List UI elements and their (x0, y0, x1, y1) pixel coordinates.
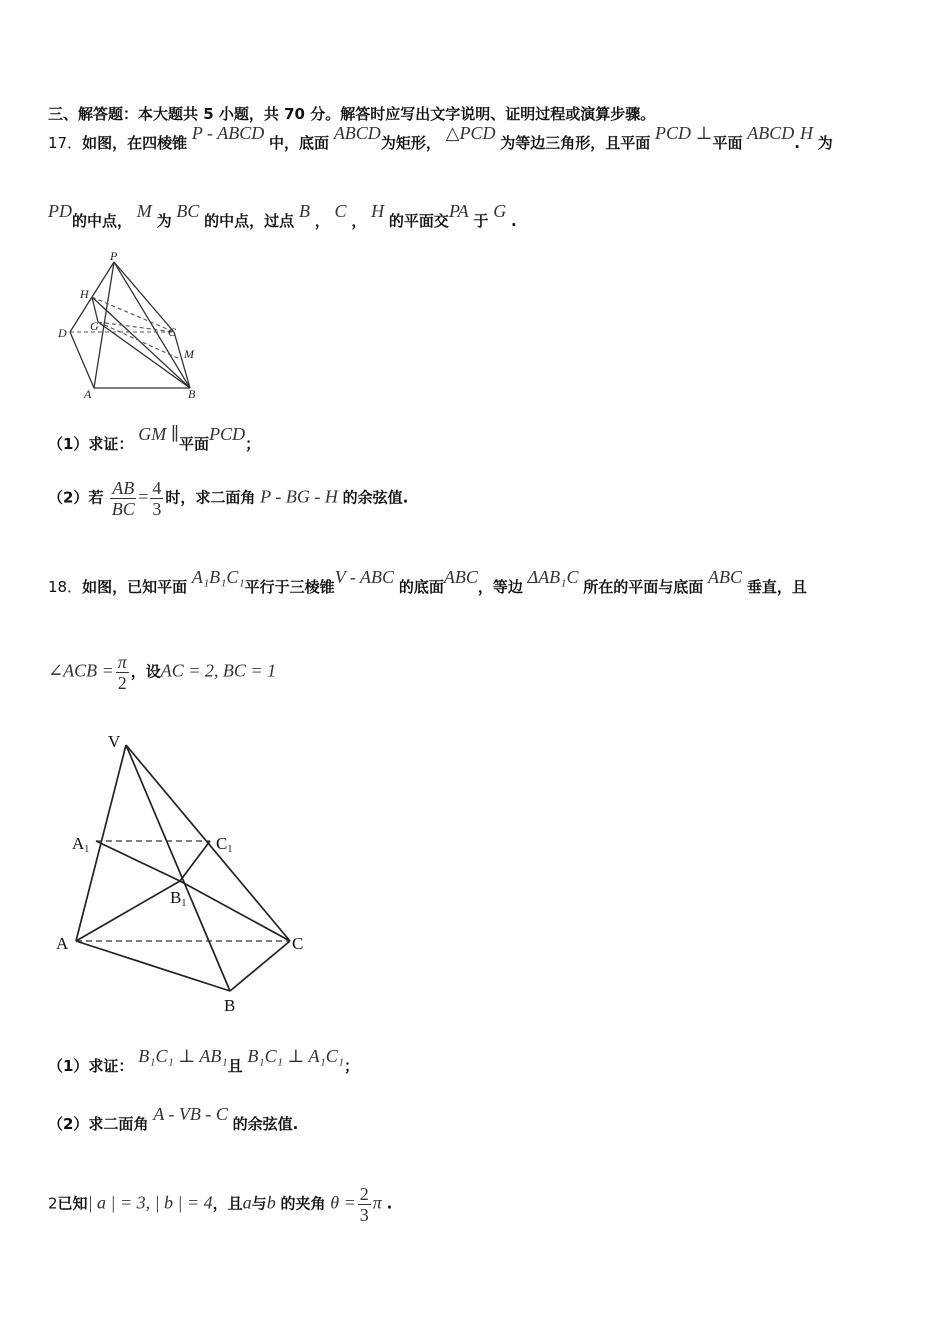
q17-text: 的中点， (72, 212, 133, 230)
q19-math: θ = (330, 1192, 356, 1213)
q17-text: 为 (817, 134, 833, 152)
q19-text: 的夹角 (280, 1194, 326, 1213)
q17-label-h: H (80, 287, 89, 301)
q17-text: 的余弦值. (342, 488, 409, 507)
q17-fraction-ab-bc: $\frac{AB}{BC}$ (111, 478, 135, 519)
q18-math: A - VB - C (153, 1104, 228, 1124)
q18-math: A₁B₁C₁ (191, 567, 245, 587)
q17-text: . (510, 212, 517, 230)
q17-math: ABCD (747, 123, 795, 143)
q17-equals: = (138, 486, 149, 507)
q17-part-1 (48, 424, 261, 454)
q17-text: . (794, 134, 800, 152)
q17-label-b: B (188, 387, 196, 401)
q17-text: 于 (473, 212, 489, 230)
q18-text: ，等边 (477, 578, 523, 596)
q17-text: ； (245, 435, 261, 453)
q17-math: H (799, 123, 813, 143)
q18-line-2 (48, 652, 276, 693)
q18-math: B₁C₁ ⊥ A₁C₁ (247, 1046, 345, 1066)
q18-label-a: A (56, 934, 69, 953)
q17-math: G (493, 201, 507, 221)
q18-label-c1: C1 (216, 834, 233, 855)
q18-math: ΔAB₁C (527, 567, 579, 587)
q18-label-v: V (108, 732, 121, 751)
q17-math: △PCD (445, 123, 496, 143)
q18-label-a1: A1 (72, 834, 90, 855)
q19-number: 2 (48, 1194, 58, 1213)
q18-math: AC = 2, BC = 1 (160, 660, 277, 681)
q18-math: ∠ACB = (48, 660, 114, 681)
q17-math: M (136, 201, 152, 221)
q19-text: ，且 (212, 1194, 243, 1213)
q17-text: 中，底面 (269, 134, 330, 152)
q18-text: 所在的平面与底面 (583, 578, 704, 596)
q17-text: 的中点，过点 (204, 212, 295, 230)
q18-part-1 (48, 1046, 360, 1076)
q17-math: P - BG - H (260, 486, 338, 507)
q17-math: BC (176, 201, 200, 221)
q18-part-1-label: （1）求证： (48, 1057, 134, 1075)
q17-label-c: C (168, 325, 177, 339)
q17-label-d: D (58, 326, 67, 340)
q18-text: 的余弦值. (232, 1115, 299, 1133)
q17-math: GM ∥ (138, 424, 180, 444)
q17-label-m: M (184, 347, 194, 361)
q19-text: 与 (251, 1194, 267, 1213)
q19-text: . (386, 1194, 393, 1213)
q17-math: PCD (209, 424, 246, 444)
q17-label-g: G (90, 319, 99, 333)
q17-fraction-4-3: $\frac{4}{3}$ (152, 478, 162, 519)
q18-line-1 (48, 567, 807, 597)
q17-text: 平面 (712, 134, 743, 152)
q17-math: PA (448, 201, 469, 221)
q18-math: B₁C₁ ⊥ AB₁ (138, 1046, 228, 1066)
q18-math: ABC (443, 567, 478, 587)
q17-math: ABCD (333, 123, 381, 143)
q17-text: ， (314, 212, 330, 230)
q17-text: 为等边三角形，且平面 (500, 134, 651, 152)
q18-number: 18． (48, 578, 83, 596)
q17-text: 时，求二面角 (165, 488, 256, 507)
q17-math: PD (48, 201, 72, 221)
q17-text: 如图，在四棱锥 (82, 134, 188, 152)
q18-label-b: B (224, 996, 236, 1015)
q17-math: P - ABCD (191, 123, 265, 143)
q17-line-1 (48, 123, 833, 153)
q18-text: 如图，已知平面 (82, 578, 188, 596)
section-heading: 三、解答题：本大题共 5 小题，共 70 分。解答时应写出文字说明、证明过程或演算步骤。 (48, 105, 656, 123)
q18-math: V - ABC (334, 567, 395, 587)
q17-line-2 (48, 201, 517, 231)
q18-text: 垂直，且 (746, 578, 807, 596)
q19-math: b (266, 1192, 276, 1213)
q19-line-1 (48, 1184, 392, 1225)
q19-fraction-2-3: $\frac{2}{3}$ (359, 1184, 369, 1225)
q17-number: 17． (48, 134, 83, 152)
q17-label-p: P (110, 250, 118, 263)
q18-fraction-pi-2: $\frac{\pi}{2}$ (117, 652, 127, 693)
q18-math: ABC (708, 567, 743, 587)
q18-text: ，设 (130, 662, 161, 681)
q18-label-b1: B1 (170, 888, 187, 909)
q17-part-2-label: （2）若 (48, 488, 104, 507)
q18-label-c: C (292, 934, 304, 953)
q18-text: 平行于三棱锥 (244, 578, 335, 596)
q17-text: ， (351, 212, 367, 230)
q17-text: 平面 (179, 435, 210, 453)
q17-math: C (334, 201, 347, 221)
q18-text: 的底面 (398, 578, 444, 596)
q17-text: 的平面交 (388, 212, 449, 230)
q17-part-1-label: （1）求证： (48, 435, 134, 453)
q17-text: 为矩形， (380, 134, 441, 152)
q17-math: B (298, 201, 310, 221)
q19-text: 已知 (57, 1194, 88, 1213)
q17-text: 为 (156, 212, 172, 230)
q18-text: ； (344, 1057, 360, 1075)
q19-math: | a | = 3, | b | = 4 (87, 1192, 213, 1213)
q18-tetrahedron-figure (50, 725, 320, 1020)
q17-part-2 (48, 478, 408, 519)
q19-math: a (242, 1192, 252, 1213)
q17-label-a: A (84, 387, 92, 401)
q18-part-2-label: （2）求二面角 (48, 1115, 149, 1133)
q19-math: π (372, 1192, 382, 1213)
q18-text: 且 (227, 1057, 243, 1075)
q18-part-2 (48, 1104, 299, 1134)
q17-pyramid-figure (50, 250, 220, 405)
q17-math: H (371, 201, 385, 221)
q17-math: PCD ⊥ (655, 123, 713, 143)
